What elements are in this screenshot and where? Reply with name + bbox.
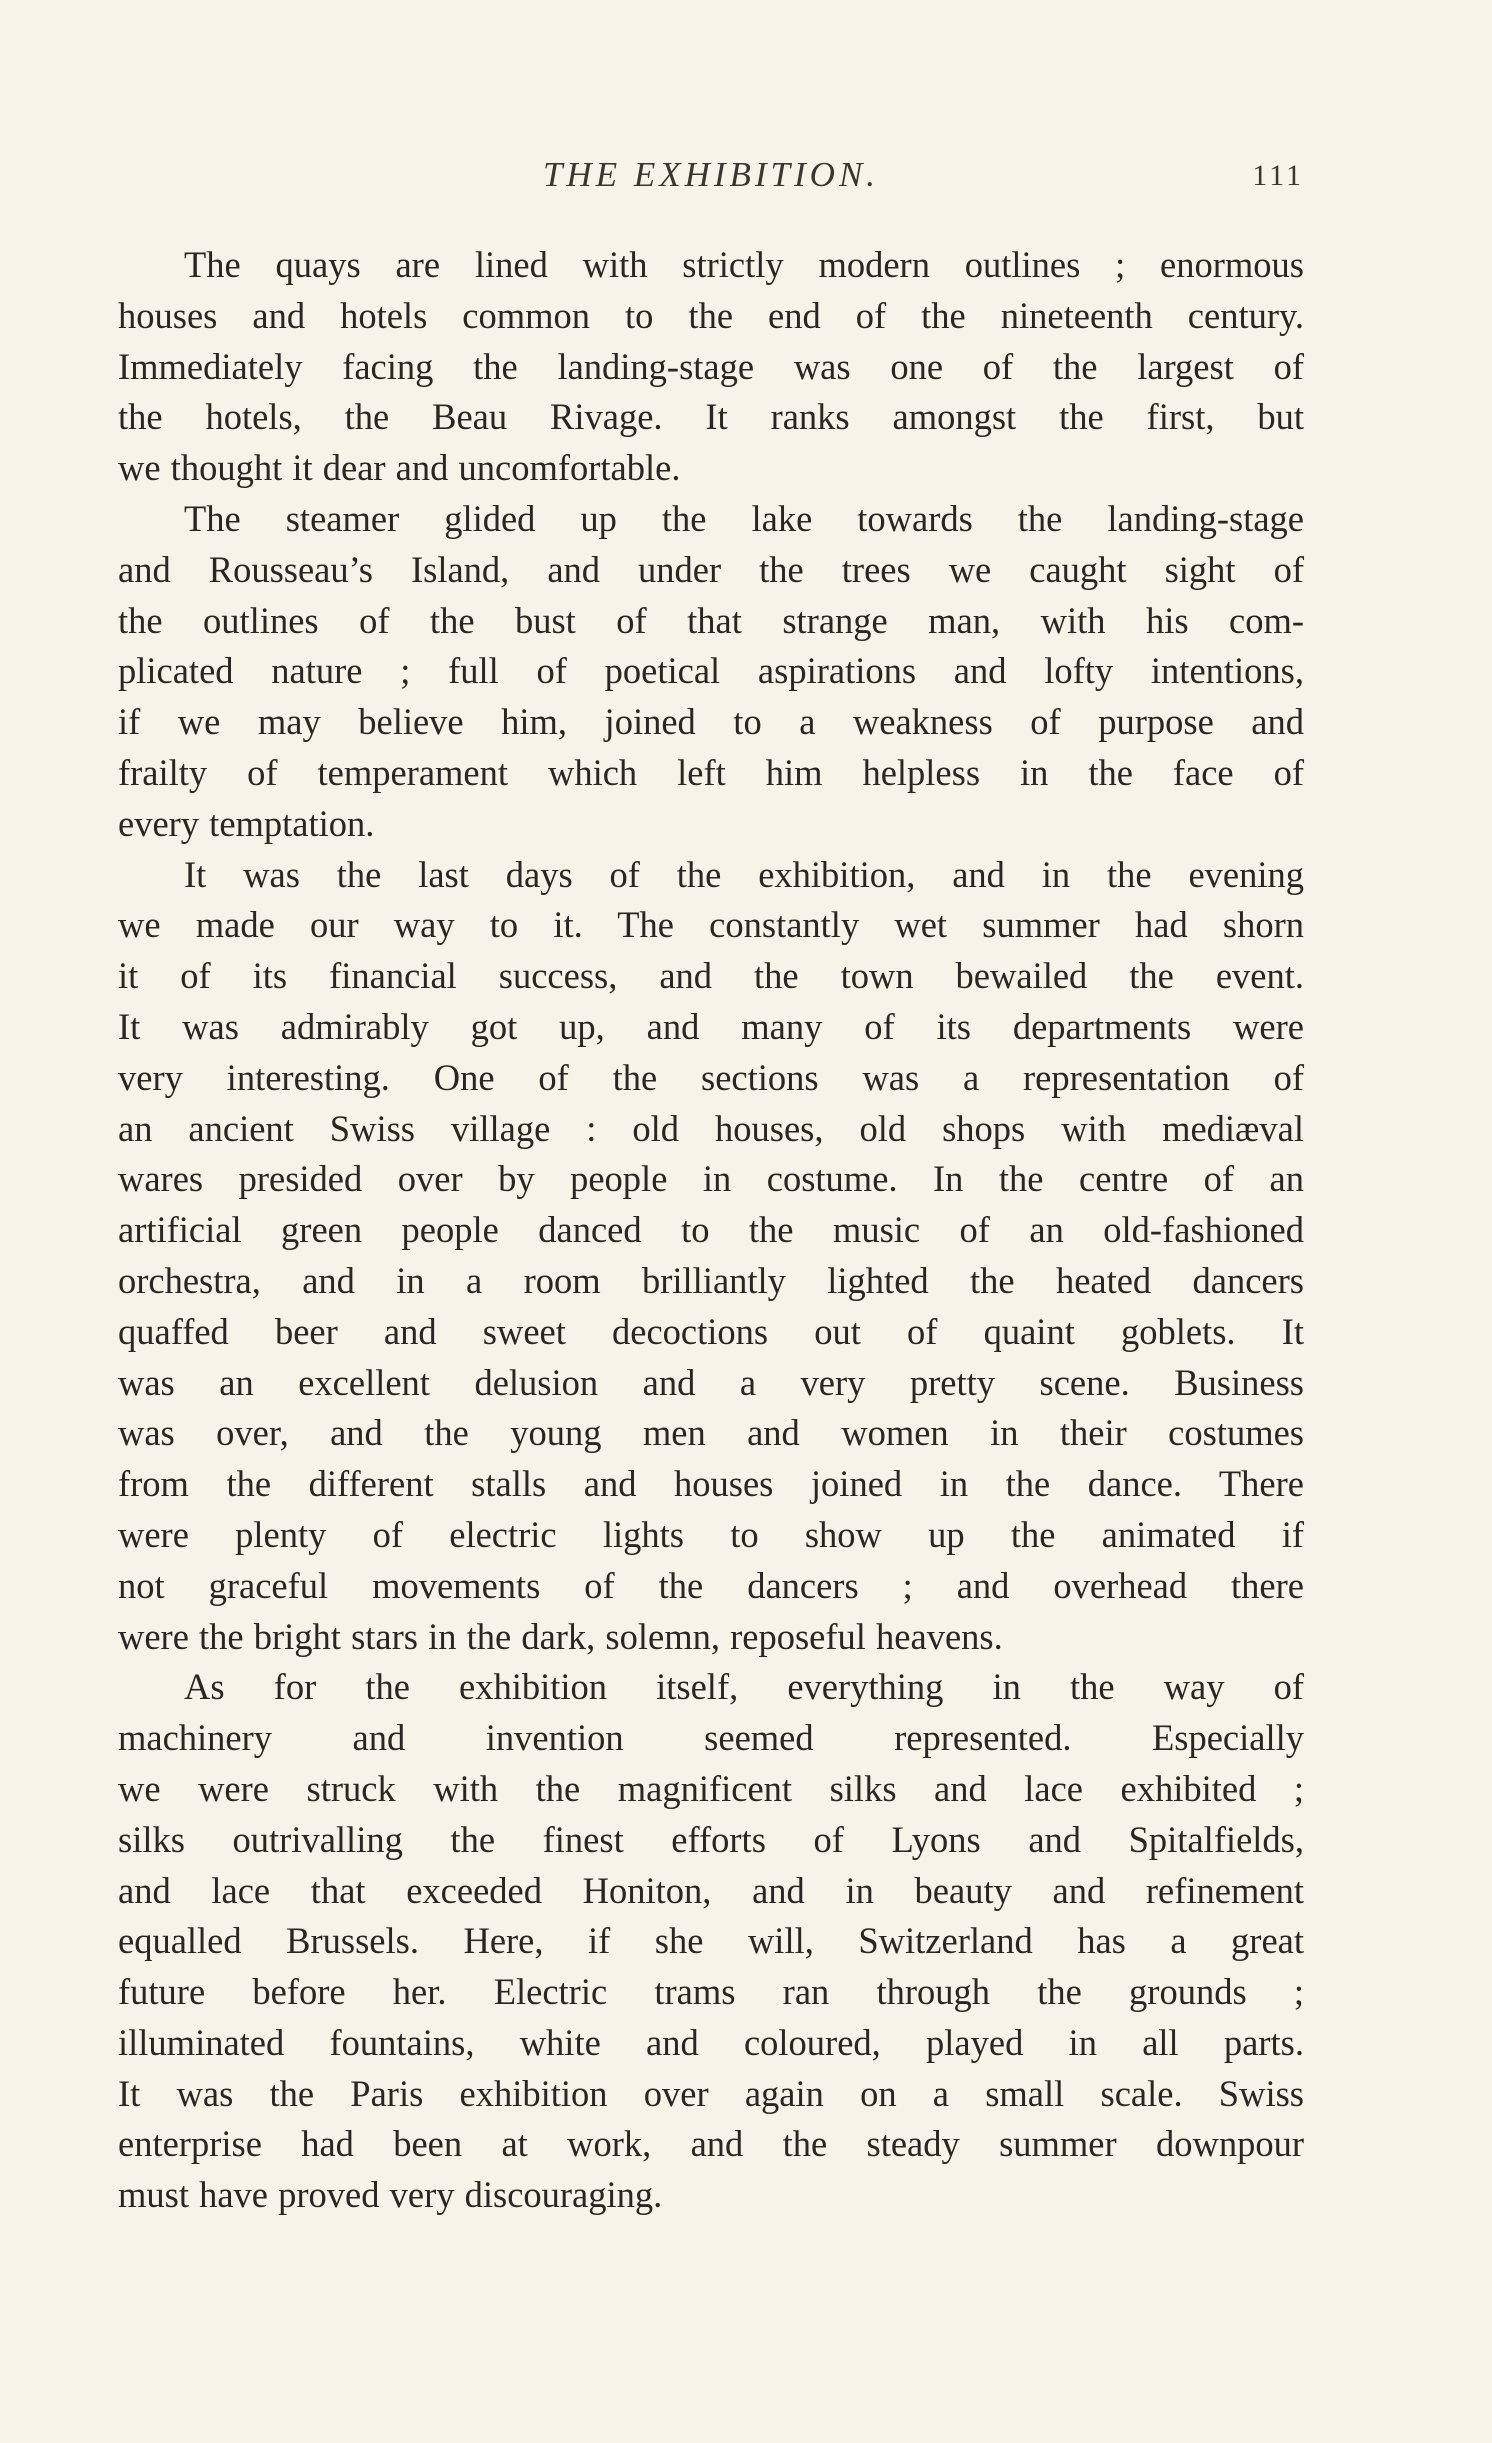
text-line: It was admirably got up, and many of its departments were [118,1005,1304,1047]
body-text [118,240,1304,2221]
text-line: equalled Brussels. Here, if she will, Switzerland has a great [118,1920,1304,1962]
text-line: The steamer glided up the lake towards the landing-stage [184,497,1304,539]
text-line: It was the Paris exhibition over again on a small scale. Swiss [118,2072,1304,2114]
running-head [118,155,1304,205]
text-line: very interesting. One of the sections was a representation of [118,1056,1304,1098]
text-line: It was the last days of the exhibition, and in the evening [184,853,1304,895]
text-line: orchestra, and in a room brilliantly lighted the heated dancers [118,1259,1304,1301]
text-line: and lace that exceeded Honiton, and in beauty and refinement [118,1869,1304,1911]
text-line: every temptation. [118,802,375,844]
running-title: THE EXHIBITION. [542,155,880,194]
text-line: enterprise had been at work, and the steady summer downpour [118,2123,1304,2165]
text-line: Immediately facing the landing-stage was one of the largest of [118,345,1304,387]
text-line: we were struck with the magnificent silks and lace exhibited ; [118,1767,1304,1809]
text-line: artificial green people danced to the music of an old-fashioned [118,1209,1304,1251]
text-line: illuminated fountains, white and coloured, played in all parts. [118,2021,1304,2063]
text-line: plicated nature ; full of poetical aspirations and lofty intentions, [118,650,1304,692]
text-line: machinery and invention seemed represented. Especially [118,1717,1304,1759]
text-line: and Rousseau’s Island, and under the trees we caught sight of [118,548,1304,590]
text-line: frailty of temperament which left him helpless in the face of [118,751,1304,793]
paragraph-exhibition-evening [118,850,1304,1663]
text-line: future before her. Electric trams ran through the grounds ; [118,1971,1304,2013]
text-line: was an excellent delusion and a very pretty scene. Business [118,1361,1304,1403]
paragraph-quays [118,240,1304,494]
text-line: silks outrivalling the finest efforts of Lyons and Spitalfields, [118,1818,1304,1860]
text-line: were plenty of electric lights to show up the animated if [118,1513,1304,1555]
text-line: As for the exhibition itself, everything in the way of [184,1666,1304,1708]
text-line: we made our way to it. The constantly wet summer had shorn [118,904,1304,946]
text-line: it of its financial success, and the town bewailed the event. [118,955,1304,997]
text-line: the outlines of the bust of that strange man, with his com- [118,599,1304,641]
text-line: must have proved very discouraging. [118,2174,663,2216]
text-line: was over, and the young men and women in their costumes [118,1412,1304,1454]
text-line: if we may believe him, joined to a weakness of purpose and [118,701,1304,743]
paragraph-exhibition-itself [118,1662,1304,2221]
text-line: an ancient Swiss village : old houses, old shops with mediæval [118,1107,1304,1149]
text-line: from the different stalls and houses joined in the dance. There [118,1463,1304,1505]
text-line: the hotels, the Beau Rivage. It ranks amongst the first, but [118,396,1304,438]
text-line: we thought it dear and uncomfortable. [118,447,681,489]
text-line: not graceful movements of the dancers ; and overhead there [118,1564,1304,1606]
text-line: were the bright stars in the dark, solemn, reposeful heavens. [118,1615,1003,1657]
page-number: 111 [1252,159,1304,192]
paragraph-steamer [118,494,1304,850]
text-line: The quays are lined with strictly modern outlines ; enormous [184,244,1304,285]
text-line: quaffed beer and sweet decoctions out of quaint goblets. It [118,1310,1304,1352]
text-line: houses and hotels common to the end of the nineteenth century. [118,294,1304,336]
text-line: wares presided over by people in costume. In the centre of an [118,1158,1304,1200]
